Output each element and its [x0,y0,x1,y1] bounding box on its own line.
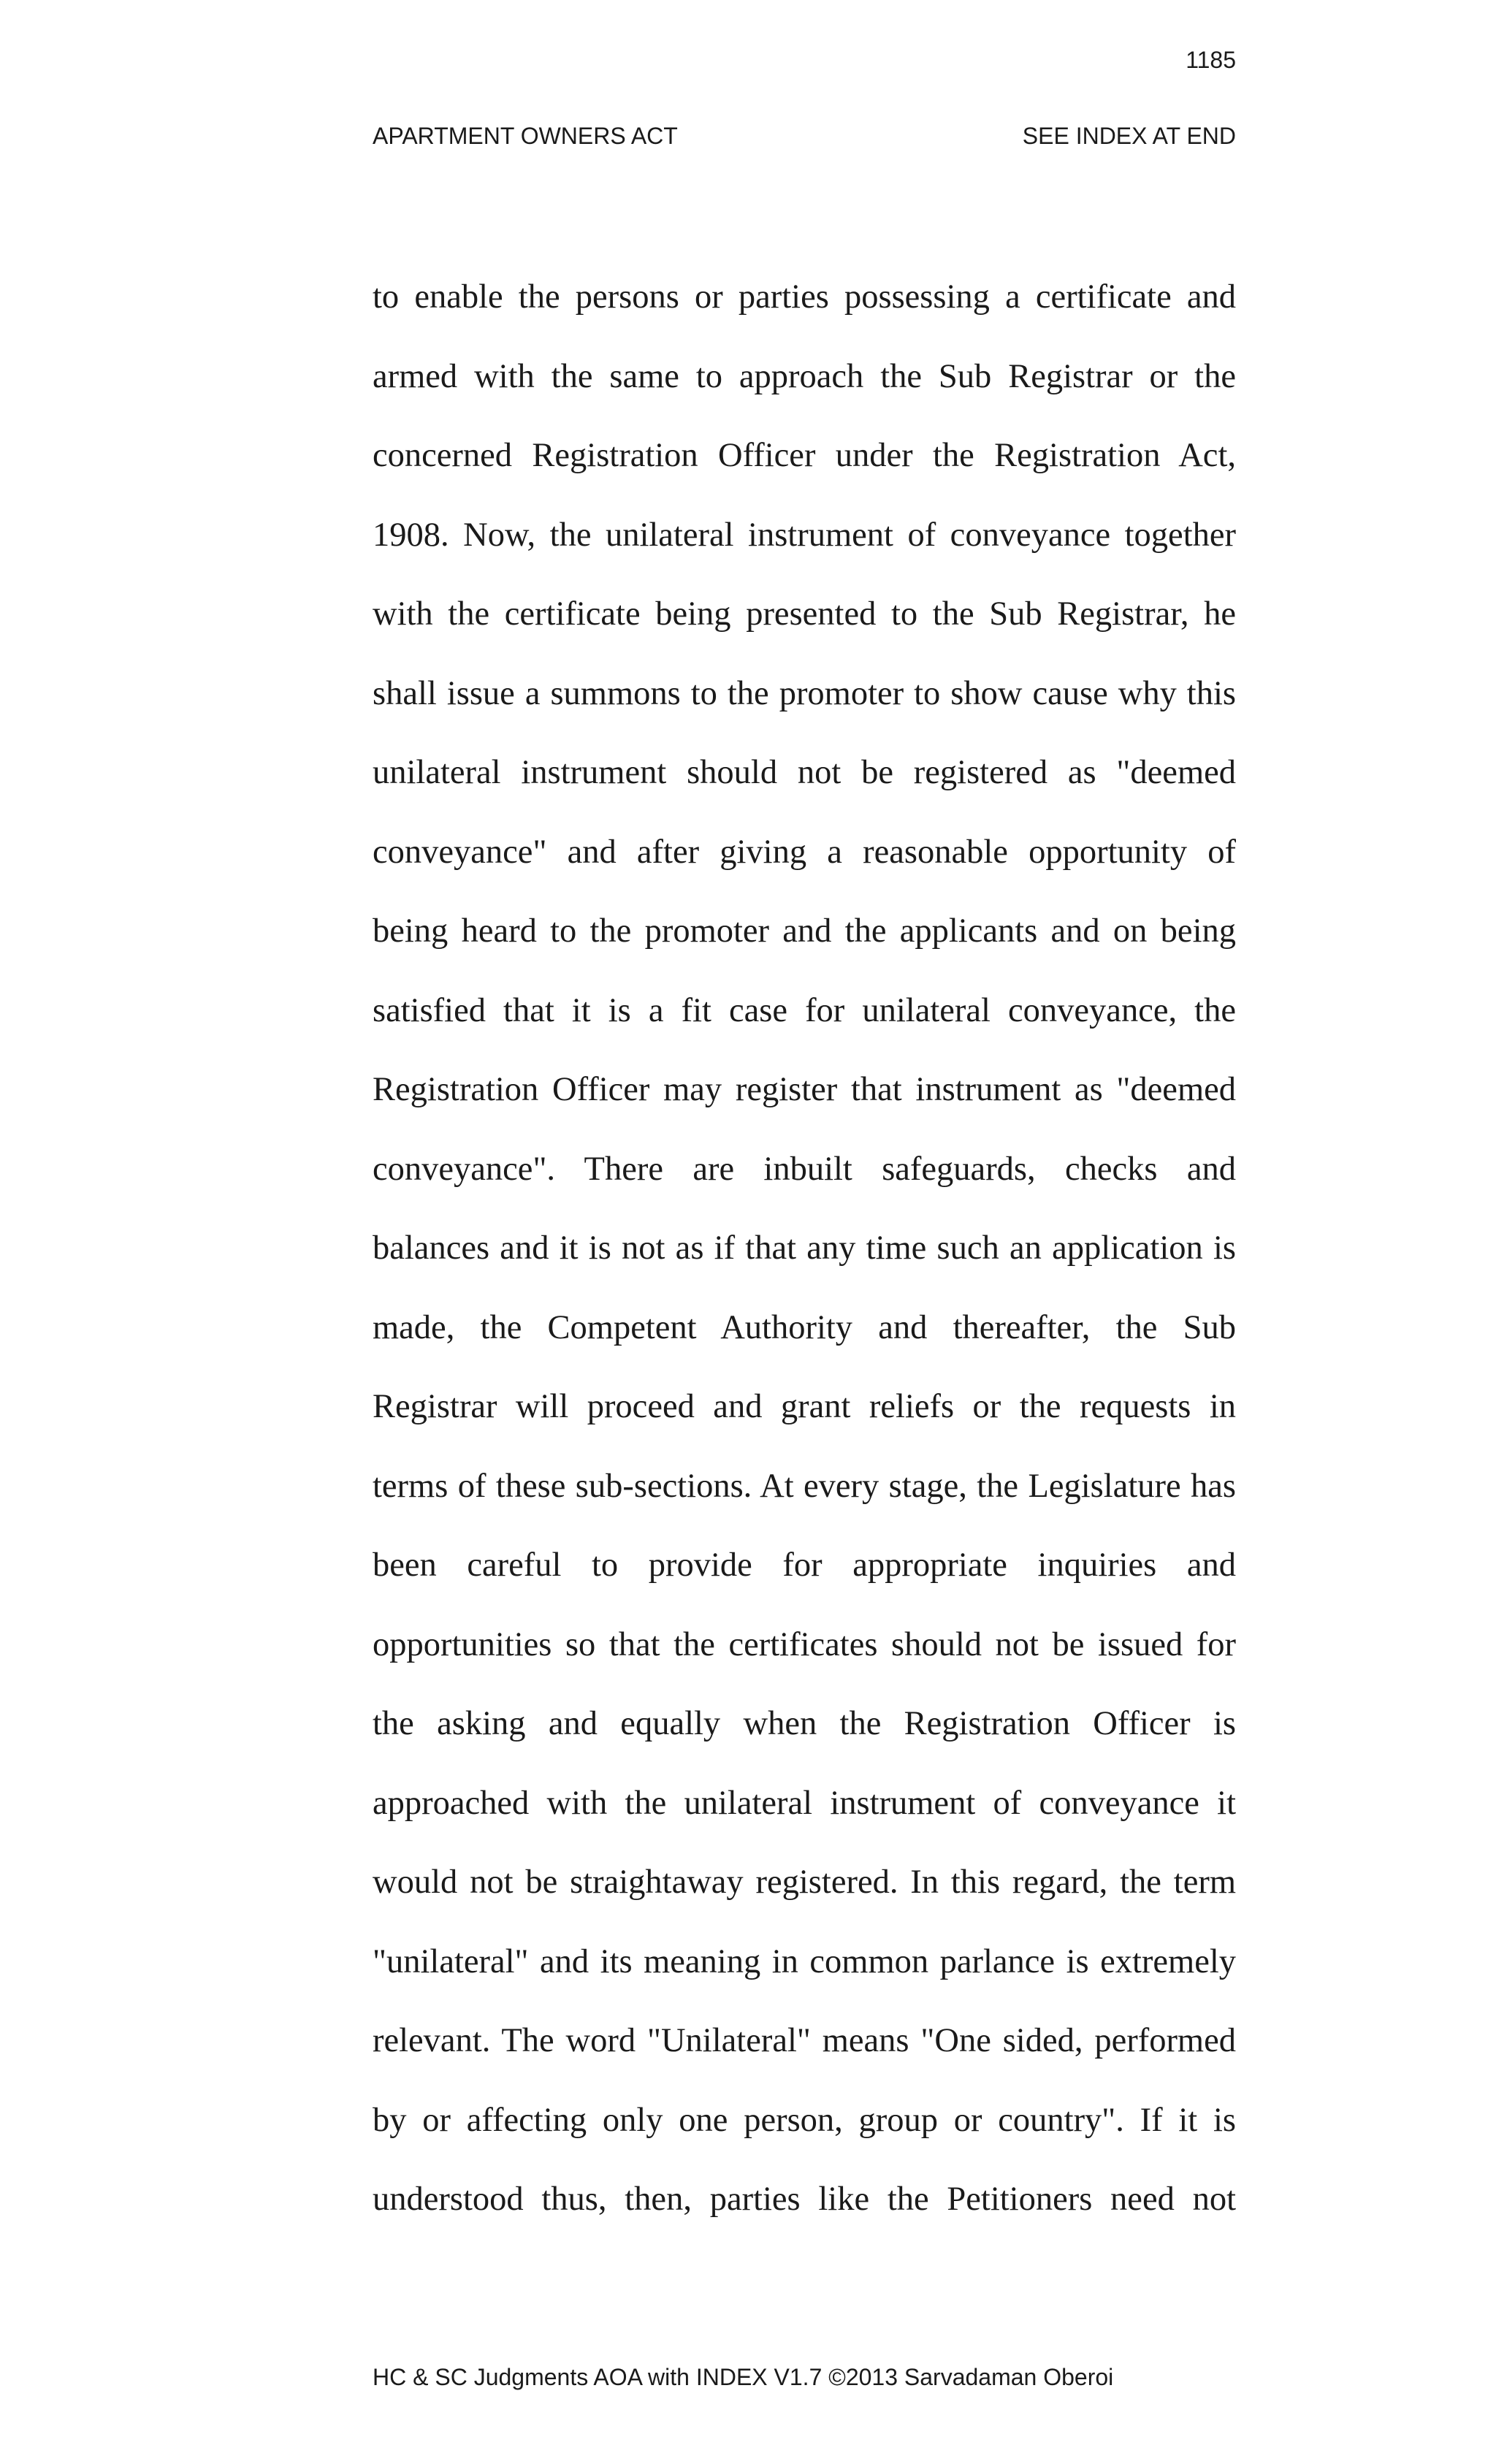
text-line: opportunities so that the certificates should not be issued for [373,1625,1236,1663]
text-line: 1908. Now, the unilateral instrument of conveyance together [373,516,1236,554]
text-line: the asking and equally when the Registration Officer is [373,1705,1236,1742]
text-line: approached with the unilateral instrument of conveyance it [373,1784,1236,1822]
text-line: armed with the same to approach the Sub Registrar or the [373,357,1236,395]
text-line: concerned Registration Officer under the Registration Act, [373,437,1236,474]
text-line: Registrar will proceed and grant reliefs or the requests in [373,1388,1236,1425]
text-line: understood thus, then, parties like the Petitioners need not [373,2181,1236,2218]
page-number: 1185 [1186,47,1236,73]
page-footer: HC & SC Judgments AOA with INDEX V1.7 ©2013 Sarvadaman Oberoi [373,2364,1114,2390]
text-line: by or affecting only one person, group or country". If it is [373,2101,1236,2139]
text-line: terms of these sub-sections. At every stage, the Legislature has [373,1467,1236,1505]
text-line: unilateral instrument should not be registered as "deemed [373,754,1236,791]
text-line: to enable the persons or parties possessing a certificate and [373,278,1236,316]
text-line: balances and it is not as if that any time such an application is [373,1229,1236,1267]
text-line: being heard to the promoter and the applicants and on being [373,912,1236,950]
header-title: APARTMENT OWNERS ACT [373,123,678,149]
text-line: been careful to provide for appropriate inquiries and [373,1546,1236,1584]
text-line: "unilateral" and its meaning in common parlance is extremely [373,1942,1236,1980]
text-line: conveyance" and after giving a reasonable opportunity of [373,833,1236,871]
text-line: with the certificate being presented to the Sub Registrar, he [373,595,1236,633]
body-paragraph [373,258,1236,2240]
text-line: relevant. The word "Unilateral" means "One sided, performed [373,2022,1236,2059]
text-line: satisfied that it is a fit case for unilateral conveyance, the [373,991,1236,1029]
text-line: Registration Officer may register that instrument as "deemed [373,1071,1236,1108]
text-line: would not be straightaway registered. In this regard, the term [373,1864,1236,1901]
text-line: made, the Competent Authority and thereafter, the Sub [373,1308,1236,1346]
header-index-note: SEE INDEX AT END [1022,123,1236,149]
text-line: conveyance". There are inbuilt safeguards, checks and [373,1150,1236,1188]
running-header [373,120,1236,152]
text-line: shall issue a summons to the promoter to show cause why this [373,674,1236,712]
